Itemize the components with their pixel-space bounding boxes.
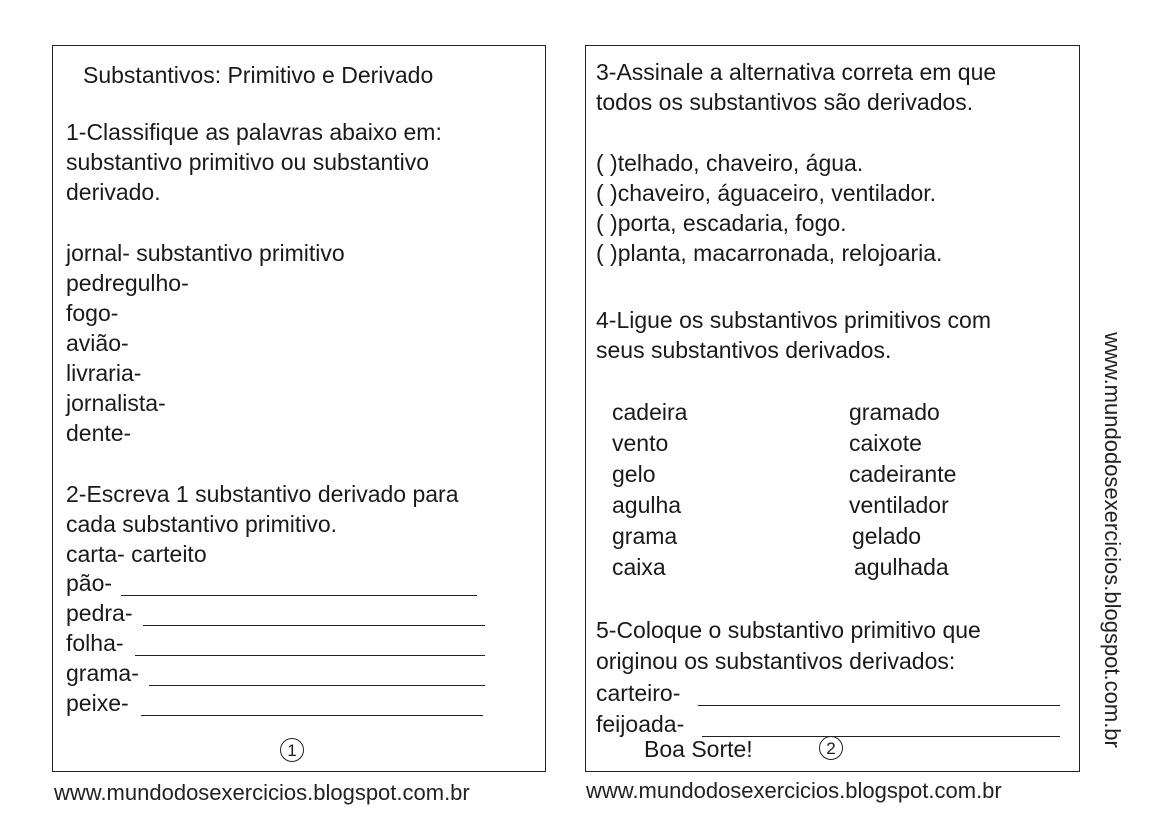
- q1-word: pedregulho-: [66, 270, 189, 296]
- question-1-line-1: 1-Classifique as palavras abaixo em:: [66, 119, 442, 145]
- answer-blank[interactable]: [143, 625, 485, 626]
- primitive-word[interactable]: gelo: [612, 461, 656, 487]
- question-3-line-1: 3-Assinale a alternativa correta em que: [596, 59, 997, 85]
- page-number-badge: [280, 738, 304, 762]
- footer-url-left[interactable]: www.mundodosexercicios.blogspot.com.br: [54, 780, 470, 805]
- q2-example: carta- carteito: [66, 541, 207, 567]
- derived-word[interactable]: ventilador: [849, 492, 949, 518]
- q1-word: dente-: [66, 420, 132, 446]
- question-1-line-2: substantivo primitivo ou substantivo: [66, 149, 430, 175]
- answer-blank[interactable]: [141, 715, 483, 716]
- q3-option[interactable]: ( )chaveiro, águaceiro, ventilador.: [596, 180, 937, 206]
- q2-item-label: pedra-: [66, 600, 133, 626]
- question-4-line-2: seus substantivos derivados.: [596, 337, 892, 363]
- q5-item-label: feijoada-: [596, 711, 685, 737]
- footer-url-right[interactable]: www.mundodosexercicios.blogspot.com.br: [586, 778, 1002, 803]
- worksheet-page-1: [52, 45, 546, 772]
- page-number: 1: [280, 738, 304, 762]
- worksheet-page-2: [585, 45, 1080, 772]
- derived-word[interactable]: caixote: [849, 430, 922, 456]
- page-number-badge: [819, 736, 843, 760]
- answer-blank[interactable]: [121, 595, 477, 596]
- question-5-line-2: originou os substantivos derivados:: [596, 648, 956, 674]
- q1-word: jornal- substantivo primitivo: [66, 240, 345, 266]
- primitive-word[interactable]: cadeira: [612, 399, 688, 425]
- q1-word: livraria-: [66, 360, 142, 386]
- question-3-line-2: todos os substantivos são derivados.: [596, 89, 974, 115]
- question-1-line-3: derivado.: [66, 179, 161, 205]
- derived-word[interactable]: cadeirante: [849, 461, 957, 487]
- answer-blank[interactable]: [135, 655, 485, 656]
- primitive-word[interactable]: agulha: [612, 492, 682, 518]
- q2-item-label: peixe-: [66, 690, 129, 716]
- question-2-line-1: 2-Escreva 1 substantivo derivado para: [66, 481, 459, 507]
- vertical-url[interactable]: www.mundodosexercicios.blogspot.com.br: [1100, 332, 1125, 748]
- question-4-line-1: 4-Ligue os substantivos primitivos com: [596, 307, 991, 333]
- q5-item-label: carteiro-: [596, 680, 681, 706]
- q2-item-label: pão-: [66, 570, 113, 596]
- primitive-word[interactable]: grama: [612, 523, 678, 549]
- answer-blank[interactable]: [702, 736, 1060, 737]
- q3-option[interactable]: ( )porta, escadaria, fogo.: [596, 210, 847, 236]
- q1-word: avião-: [66, 330, 129, 356]
- answer-blank[interactable]: [698, 705, 1060, 706]
- primitive-word[interactable]: caixa: [612, 554, 666, 580]
- q2-item-label: folha-: [66, 630, 124, 656]
- answer-blank[interactable]: [149, 685, 485, 686]
- primitive-word[interactable]: vento: [612, 430, 669, 456]
- derived-word[interactable]: gelado: [852, 523, 922, 549]
- q3-option[interactable]: ( )planta, macarronada, relojoaria.: [596, 240, 943, 266]
- derived-word[interactable]: gramado: [849, 399, 940, 425]
- closing-text: Boa Sorte!: [644, 736, 753, 762]
- derived-word[interactable]: agulhada: [854, 554, 949, 580]
- page-number: 2: [819, 736, 843, 760]
- q1-word: jornalista-: [66, 390, 166, 416]
- question-5-line-1: 5-Coloque o substantivo primitivo que: [596, 617, 981, 643]
- question-2-line-2: cada substantivo primitivo.: [66, 511, 338, 537]
- worksheet-title: Substantivos: Primitivo e Derivado: [83, 62, 434, 88]
- q2-item-label: grama-: [66, 660, 139, 686]
- q3-option[interactable]: ( )telhado, chaveiro, água.: [596, 150, 864, 176]
- q1-word: fogo-: [66, 300, 119, 326]
